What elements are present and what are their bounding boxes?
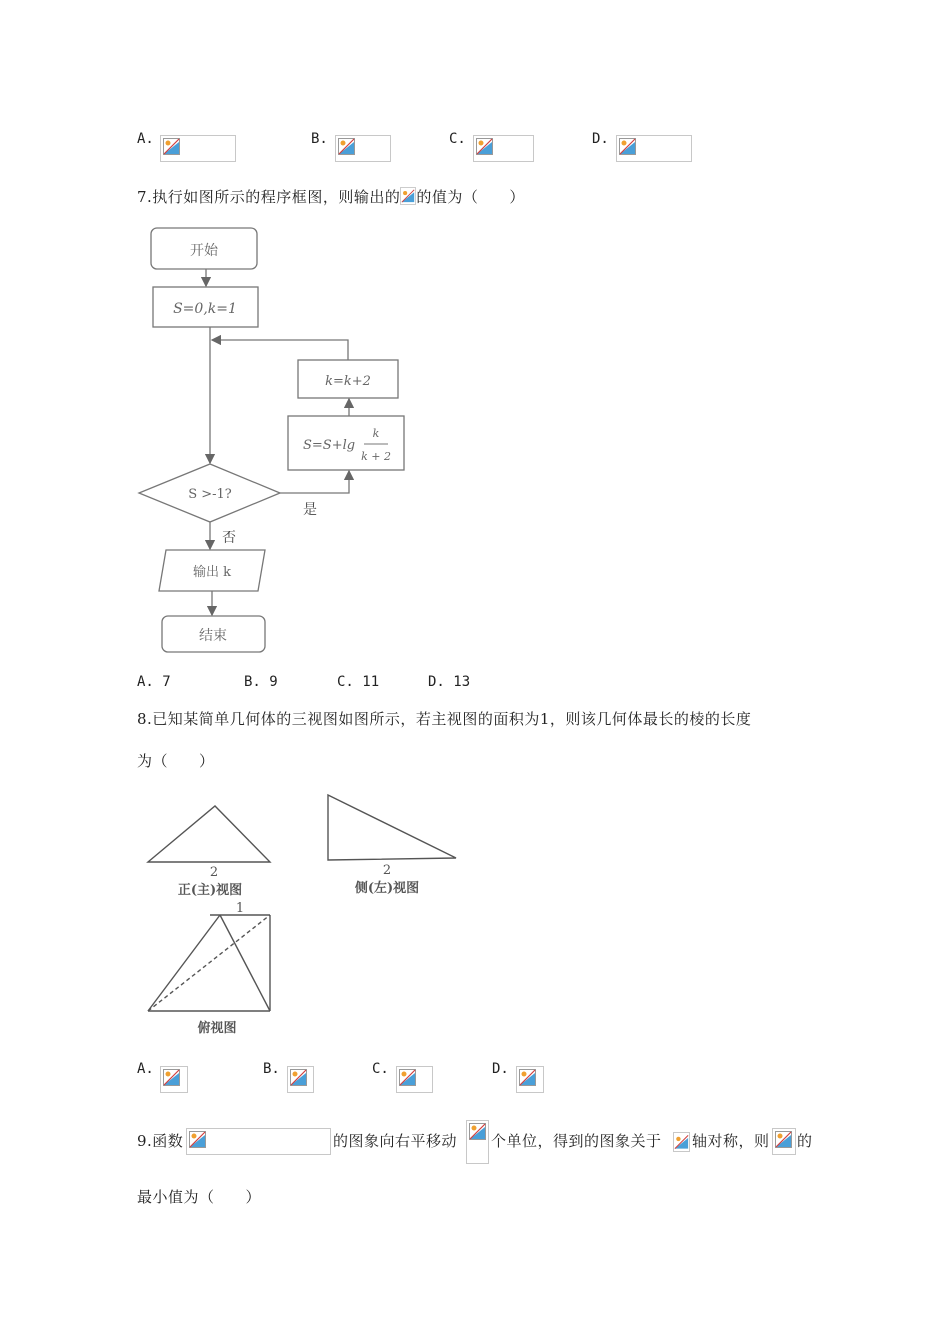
q6-option-d-image — [616, 135, 692, 162]
q8-option-a-label: A. — [137, 1061, 154, 1077]
q7-inline-image — [400, 187, 416, 205]
q8-option-b-image — [287, 1066, 314, 1093]
q8-option-a-image — [160, 1066, 188, 1093]
flow-fraction-denominator: k + 2 — [361, 450, 391, 463]
flow-yes-label: 是 — [303, 502, 317, 518]
flow-fraction-numerator: k — [372, 427, 380, 440]
broken-image-icon — [163, 1069, 180, 1086]
side-view-dimension: 2 — [382, 863, 392, 878]
top-view-label: 俯视图 — [197, 1021, 237, 1036]
front-view-label: 正(主)视图 — [177, 883, 243, 898]
q7-answer-b: B. 9 — [244, 674, 278, 690]
front-view-dimension: 2 — [209, 865, 219, 880]
q6-option-d-label: D. — [592, 131, 609, 147]
broken-image-icon — [476, 138, 493, 155]
broken-image-icon — [469, 1123, 486, 1140]
top-view-dimension: 1 — [235, 901, 245, 916]
side-view-triangle — [328, 795, 456, 860]
q7-answer-a: A. 7 — [137, 674, 171, 690]
q6-option-c-image — [473, 135, 534, 162]
flow-update-k-text: k=k+2 — [325, 374, 371, 389]
broken-image-icon — [290, 1069, 307, 1086]
q6-option-b-image — [335, 135, 391, 162]
three-view-drawing — [140, 790, 470, 1040]
flow-init-text: S=0,k=1 — [173, 301, 237, 317]
broken-image-icon — [399, 1069, 416, 1086]
q9-stem-e: 的 — [797, 1132, 813, 1150]
broken-image-icon — [401, 188, 415, 204]
side-view-label: 侧(左)视图 — [354, 881, 420, 896]
q8-option-c-label: C. — [372, 1061, 389, 1077]
flow-update-s-text: S=S+lg — [303, 438, 356, 453]
arrow-decision-update-s — [280, 471, 349, 493]
q7-stem — [137, 186, 525, 207]
program-flowchart — [130, 220, 430, 660]
q8-option-b-label: B. — [263, 1061, 280, 1077]
q6-option-c-label: C. — [449, 131, 466, 147]
broken-image-icon — [519, 1069, 536, 1086]
q6-option-a-image — [160, 135, 236, 162]
q8-stem-line1: 8.已知某简单几何体的三视图如图所示，若主视图的面积为1，则该几何体最长的棱的长度 — [137, 710, 752, 728]
q9-function-image — [186, 1128, 331, 1155]
flow-output-text: 输出 k — [192, 565, 232, 580]
broken-image-icon — [619, 138, 636, 155]
broken-image-icon — [338, 138, 355, 155]
q7-stem-before: 7.执行如图所示的程序框图，则输出的 — [137, 188, 401, 206]
q9-stem-line2: 最小值为（ ） — [137, 1188, 262, 1206]
flow-decision-text: S >-1? — [188, 487, 232, 502]
q6-option-a-label: A. — [137, 131, 154, 147]
q9-stem-a: 9.函数 — [137, 1132, 184, 1150]
q7-answer-d: D. 13 — [428, 674, 471, 690]
q7-answer-c: C. 11 — [337, 674, 380, 690]
q9-stem-b: 的图象向右平移动 — [333, 1132, 458, 1150]
broken-image-icon — [163, 138, 180, 155]
q9-stem-d: 轴对称，则 — [692, 1132, 770, 1150]
broken-image-icon — [189, 1131, 206, 1148]
broken-image-icon — [674, 1134, 689, 1150]
q9-shift-image — [466, 1120, 489, 1164]
arrow-loop-back — [212, 340, 348, 360]
broken-image-icon — [775, 1131, 792, 1148]
q9-stem-c: 个单位，得到的图象关于 — [491, 1132, 662, 1150]
q8-option-c-image — [396, 1066, 433, 1093]
q6-option-b-label: B. — [311, 131, 328, 147]
flow-no-label: 否 — [222, 530, 236, 546]
q8-stem-line2: 为（ ） — [137, 752, 215, 770]
q7-stem-after: 的值为（ ） — [416, 188, 525, 206]
q8-option-d-label: D. — [492, 1061, 509, 1077]
flow-end-text: 结束 — [199, 628, 227, 644]
top-view-figure — [148, 915, 270, 1011]
front-view-triangle — [148, 806, 270, 862]
q9-variable-image — [772, 1128, 796, 1155]
q8-option-d-image — [516, 1066, 544, 1093]
q9-axis-image — [673, 1132, 690, 1152]
flow-start-text: 开始 — [190, 243, 218, 259]
